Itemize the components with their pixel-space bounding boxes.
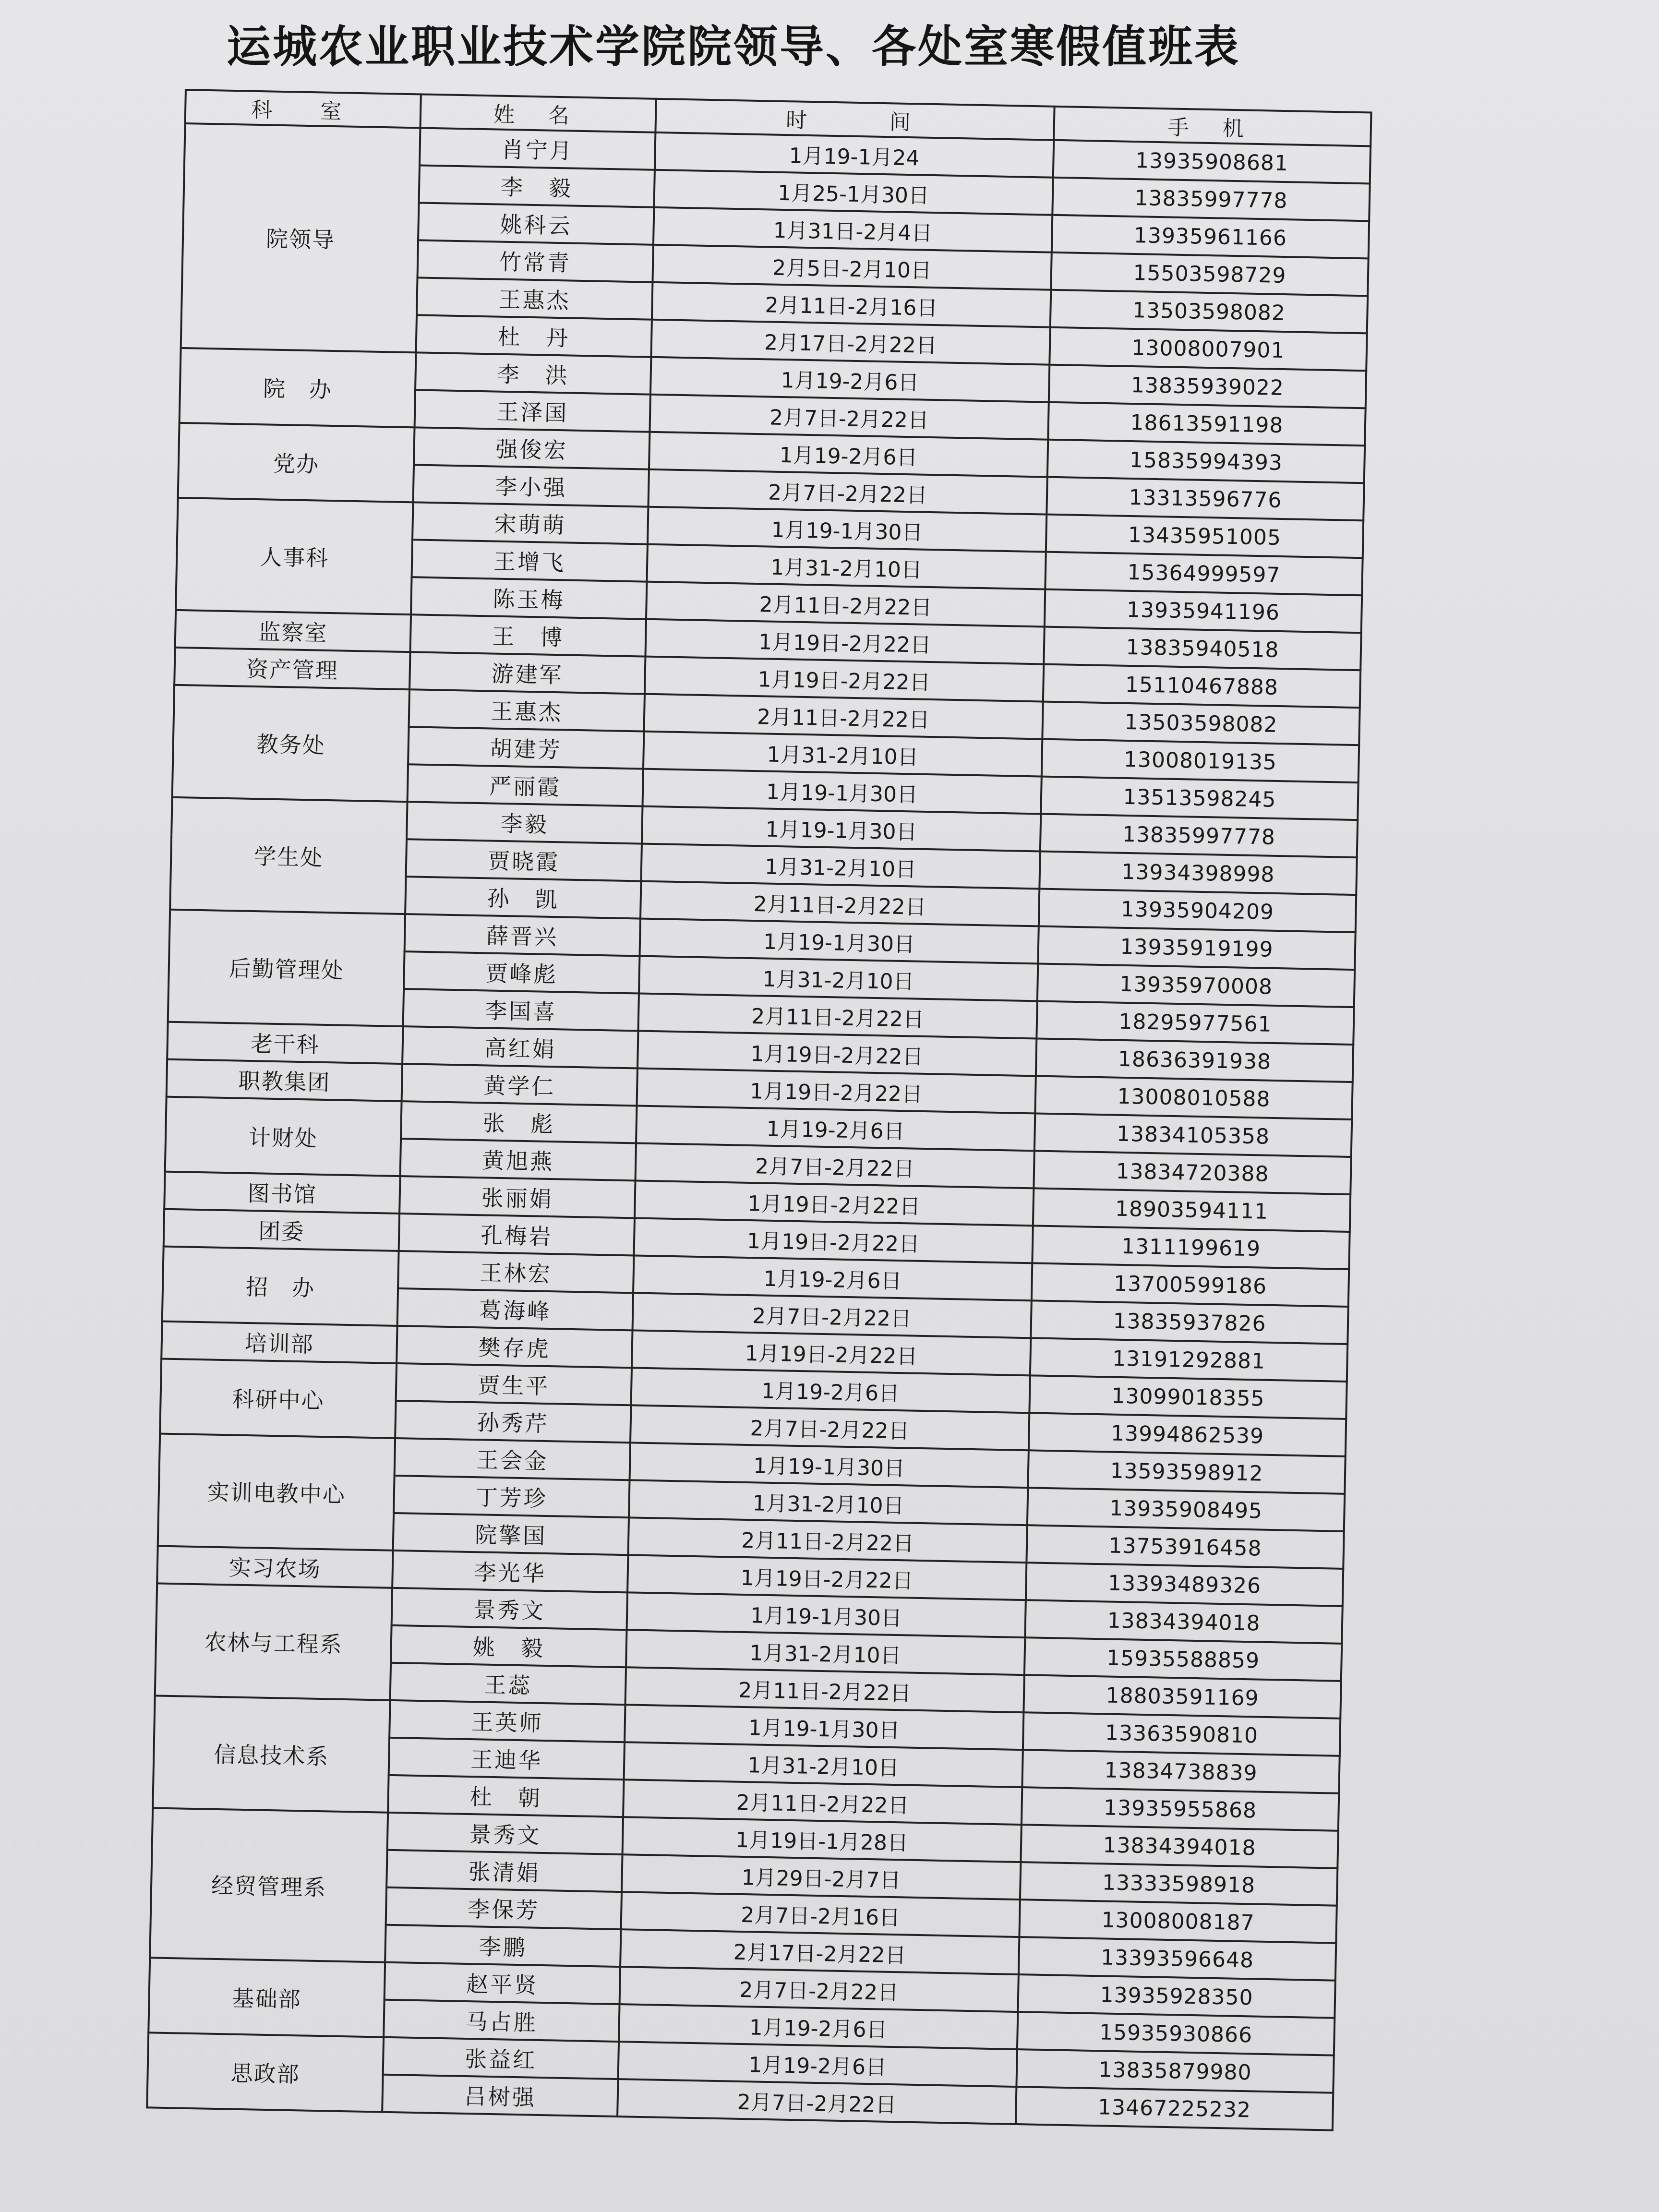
name-cell: 贾晓霞 xyxy=(406,839,642,881)
phone-cell: 15364999597 xyxy=(1045,552,1362,596)
phone-cell: 1311199619 xyxy=(1032,1226,1349,1269)
time-cell: 1月19-1月30日 xyxy=(648,507,1046,552)
phone-cell: 13008007901 xyxy=(1049,327,1367,371)
name-cell: 李 毅 xyxy=(419,165,655,207)
time-cell: 1月31-2月10日 xyxy=(639,956,1038,1001)
name-cell: 陈玉梅 xyxy=(411,577,647,619)
time-cell: 2月7日-2月22日 xyxy=(649,395,1048,440)
phone-cell: 13435951005 xyxy=(1046,515,1363,558)
time-cell: 2月11日-2月22日 xyxy=(638,994,1037,1039)
phone-cell: 13835997778 xyxy=(1052,178,1370,221)
phone-cell: 13333598918 xyxy=(1020,1862,1337,1906)
phone-cell: 13503598082 xyxy=(1042,702,1359,745)
phone-cell: 15503598729 xyxy=(1051,252,1368,296)
phone-cell: 18613591198 xyxy=(1048,402,1365,446)
name-cell: 宋萌萌 xyxy=(412,502,648,544)
name-cell: 游建军 xyxy=(409,652,645,694)
dept-cell: 招 办 xyxy=(162,1247,399,1326)
header-phone: 手 机 xyxy=(1054,107,1371,146)
dept-cell: 后勤管理处 xyxy=(168,910,405,1026)
time-cell: 2月7日-2月22日 xyxy=(633,1293,1032,1338)
name-cell: 孙 凯 xyxy=(405,877,641,918)
phone-cell: 18636391938 xyxy=(1036,1038,1353,1082)
name-cell: 李小强 xyxy=(413,465,649,506)
dept-cell: 信息技术系 xyxy=(153,1695,390,1812)
time-cell: 1月19日-2月22日 xyxy=(634,1218,1033,1263)
time-cell: 1月19-1月30日 xyxy=(627,1592,1026,1637)
time-cell: 1月19-1月24 xyxy=(655,132,1054,178)
name-cell: 贾生平 xyxy=(396,1363,632,1405)
phone-cell: 13834105358 xyxy=(1034,1113,1352,1157)
phone-cell: 13513598245 xyxy=(1041,777,1358,820)
time-cell: 1月19-2月6日 xyxy=(618,2042,1017,2087)
name-cell: 马占胜 xyxy=(384,2000,619,2042)
time-cell: 2月11日-2月22日 xyxy=(644,694,1043,739)
phone-cell: 13835997778 xyxy=(1040,814,1358,858)
name-cell: 王泽国 xyxy=(415,390,650,432)
name-cell: 景秀文 xyxy=(387,1813,623,1854)
phone-cell: 13834738839 xyxy=(1022,1750,1339,1793)
time-cell: 2月7日-2月22日 xyxy=(620,1967,1019,2012)
phone-cell: 13935941196 xyxy=(1045,589,1362,633)
time-cell: 1月19-2月6日 xyxy=(631,1368,1030,1413)
dept-cell: 思政部 xyxy=(147,2032,384,2112)
phone-cell: 15935930866 xyxy=(1017,2012,1334,2056)
time-cell: 1月31-2月10日 xyxy=(629,1480,1028,1525)
dept-cell: 培训部 xyxy=(161,1322,397,1363)
phone-cell: 13099018355 xyxy=(1029,1375,1346,1419)
phone-cell: 13363590810 xyxy=(1023,1712,1340,1756)
phone-cell: 18803591169 xyxy=(1023,1675,1341,1719)
dept-cell: 团委 xyxy=(164,1209,399,1251)
time-cell: 1月19日-2月22日 xyxy=(645,619,1044,664)
header-name: 姓 名 xyxy=(421,94,656,132)
phone-cell: 15935588859 xyxy=(1024,1637,1342,1681)
phone-cell: 13935955868 xyxy=(1022,1787,1339,1831)
name-cell: 李 洪 xyxy=(415,352,651,394)
time-cell: 2月5日-2月10日 xyxy=(652,245,1051,290)
phone-cell: 13935908495 xyxy=(1027,1488,1345,1531)
time-cell: 1月31日-2月4日 xyxy=(653,207,1052,252)
duty-sheet xyxy=(146,89,1372,2131)
phone-cell: 18295977561 xyxy=(1036,1001,1354,1045)
phone-cell: 13313596776 xyxy=(1046,477,1364,521)
name-cell: 姚科云 xyxy=(418,203,654,244)
time-cell: 1月19-1月30日 xyxy=(642,806,1041,852)
phone-cell: 13835939022 xyxy=(1049,365,1366,409)
dept-cell: 实习农场 xyxy=(157,1546,393,1587)
duty-table xyxy=(146,89,1372,2131)
time-cell: 2月7日-2月16日 xyxy=(621,1892,1020,1937)
time-cell: 1月19日-2月22日 xyxy=(627,1555,1026,1600)
phone-cell: 13753916458 xyxy=(1026,1525,1344,1569)
name-cell: 王惠杰 xyxy=(417,277,652,319)
time-cell: 1月19日-2月22日 xyxy=(637,1031,1036,1076)
time-cell: 2月7日-2月22日 xyxy=(636,1143,1034,1188)
phone-cell: 13935908681 xyxy=(1053,140,1370,184)
phone-cell: 13008008187 xyxy=(1019,1899,1336,1943)
name-cell: 李国喜 xyxy=(403,989,639,1031)
name-cell: 李毅 xyxy=(407,802,642,843)
dept-cell: 党办 xyxy=(178,423,415,502)
name-cell: 杜 丹 xyxy=(416,315,652,357)
name-cell: 贾峰彪 xyxy=(404,951,639,993)
name-cell: 王林宏 xyxy=(398,1251,634,1293)
phone-cell: 13393596648 xyxy=(1019,1937,1336,1981)
time-cell: 2月11日-2月22日 xyxy=(625,1667,1024,1712)
time-cell: 2月7日-2月22日 xyxy=(630,1405,1029,1450)
time-cell: 2月17日-2月22日 xyxy=(651,320,1050,365)
dept-cell: 图书馆 xyxy=(164,1172,400,1214)
time-cell: 1月19-2月6日 xyxy=(633,1255,1032,1300)
phone-cell: 13935961166 xyxy=(1052,215,1369,259)
phone-cell: 13393489326 xyxy=(1026,1563,1343,1606)
dept-cell: 教务处 xyxy=(172,685,409,802)
dept-cell: 人事科 xyxy=(176,498,413,614)
dept-cell: 计财处 xyxy=(165,1097,402,1176)
dept-cell: 科研中心 xyxy=(160,1359,397,1438)
time-cell: 2月7日-2月22日 xyxy=(617,2079,1016,2124)
name-cell: 王英师 xyxy=(389,1700,625,1742)
dept-cell: 实训电教中心 xyxy=(158,1434,395,1551)
time-cell: 2月11日-2月22日 xyxy=(640,881,1039,926)
name-cell: 胡建芳 xyxy=(408,727,644,769)
time-cell: 1月19日-2月22日 xyxy=(632,1330,1031,1375)
time-cell: 1月31-2月10日 xyxy=(624,1742,1023,1787)
name-cell: 景秀文 xyxy=(392,1588,627,1630)
dept-cell: 老干科 xyxy=(167,1022,403,1064)
time-cell: 1月31-2月10日 xyxy=(641,844,1040,889)
phone-cell: 13008010588 xyxy=(1035,1076,1352,1119)
dept-cell: 学生处 xyxy=(170,797,407,914)
name-cell: 肖宁月 xyxy=(420,128,655,169)
time-cell: 1月19-2月6日 xyxy=(649,432,1048,477)
time-cell: 1月19日-1月28日 xyxy=(623,1817,1022,1862)
name-cell: 张清娟 xyxy=(386,1850,622,1892)
time-cell: 1月25-1月30日 xyxy=(654,170,1053,215)
phone-cell: 13935928350 xyxy=(1018,1974,1335,2018)
time-cell: 1月31-2月10日 xyxy=(626,1630,1025,1675)
time-cell: 1月19-2月6日 xyxy=(636,1106,1035,1151)
phone-cell: 13935919199 xyxy=(1038,926,1355,970)
phone-cell: 13935970008 xyxy=(1037,963,1355,1007)
name-cell: 竹常青 xyxy=(418,240,653,282)
name-cell: 王惠杰 xyxy=(409,689,645,731)
time-cell: 1月19-1月30日 xyxy=(642,769,1041,814)
name-cell: 李保芳 xyxy=(386,1887,622,1929)
name-cell: 丁芳珍 xyxy=(394,1476,629,1517)
name-cell: 王会金 xyxy=(395,1438,630,1480)
header-time: 时 间 xyxy=(655,99,1054,140)
phone-cell: 18903594111 xyxy=(1033,1188,1350,1232)
time-cell: 1月19-1月30日 xyxy=(630,1443,1029,1488)
time-cell: 1月19-2月6日 xyxy=(650,357,1049,402)
name-cell: 李光华 xyxy=(392,1551,628,1592)
time-cell: 1月31-2月10日 xyxy=(647,544,1046,589)
name-cell: 孙秀芹 xyxy=(395,1401,631,1443)
dept-cell: 基础部 xyxy=(148,1958,385,2037)
phone-cell: 15835994393 xyxy=(1047,440,1365,483)
phone-cell: 13835940518 xyxy=(1044,627,1361,671)
name-cell: 樊存虎 xyxy=(397,1326,632,1368)
time-cell: 1月19-2月6日 xyxy=(619,2004,1018,2049)
phone-cell: 13834394018 xyxy=(1025,1600,1342,1644)
phone-cell: 13467225232 xyxy=(1016,2087,1333,2130)
phone-cell: 13934398998 xyxy=(1039,851,1357,895)
phone-cell: 13008019135 xyxy=(1042,739,1359,783)
phone-cell: 13191292881 xyxy=(1030,1338,1347,1382)
time-cell: 1月19-1月30日 xyxy=(639,919,1038,964)
dept-cell: 经贸管理系 xyxy=(150,1808,388,1962)
phone-cell: 13835879980 xyxy=(1016,2049,1334,2093)
time-cell: 2月11日-2月22日 xyxy=(646,582,1045,627)
name-cell: 黄学仁 xyxy=(402,1064,637,1106)
name-cell: 姚 毅 xyxy=(391,1625,626,1667)
name-cell: 薛晋兴 xyxy=(405,914,640,956)
dept-cell: 资产管理 xyxy=(174,648,410,689)
page-title: 运城农业职业技术学院院领导、各处室寒假值班表 xyxy=(226,21,1240,72)
phone-cell: 13834394018 xyxy=(1021,1825,1338,1868)
name-cell: 张丽娟 xyxy=(399,1176,635,1218)
time-cell: 1月19日-2月22日 xyxy=(637,1068,1036,1113)
time-cell: 2月7日-2月22日 xyxy=(648,469,1047,515)
phone-cell: 13503598082 xyxy=(1050,290,1368,334)
time-cell: 2月11日-2月22日 xyxy=(623,1779,1022,1825)
name-cell: 王 博 xyxy=(410,614,646,656)
name-cell: 院擎国 xyxy=(393,1513,629,1555)
table-body xyxy=(147,123,1370,2130)
time-cell: 1月19日-2月22日 xyxy=(645,657,1044,702)
phone-cell: 13700599186 xyxy=(1032,1263,1349,1307)
phone-cell: 13935904209 xyxy=(1039,889,1356,932)
time-cell: 2月17日-2月22日 xyxy=(620,1929,1019,1974)
name-cell: 王迪华 xyxy=(389,1738,625,1779)
phone-cell: 13835937826 xyxy=(1031,1300,1348,1344)
dept-cell: 院领导 xyxy=(181,123,421,352)
name-cell: 王蕊 xyxy=(390,1663,626,1705)
name-cell: 张 彪 xyxy=(401,1101,637,1143)
name-cell: 葛海峰 xyxy=(397,1288,633,1330)
dept-cell: 监察室 xyxy=(175,610,411,652)
name-cell: 强俊宏 xyxy=(414,427,649,469)
phone-cell: 13994862539 xyxy=(1029,1413,1346,1456)
time-cell: 1月31-2月10日 xyxy=(643,732,1042,777)
header-dept: 科 室 xyxy=(185,90,421,128)
time-cell: 1月29日-2月7日 xyxy=(622,1854,1021,1899)
time-cell: 1月19-1月30日 xyxy=(625,1705,1023,1750)
time-cell: 2月11日-2月16日 xyxy=(652,282,1051,327)
dept-cell: 农林与工程系 xyxy=(155,1583,392,1700)
name-cell: 黄旭燕 xyxy=(400,1139,636,1180)
name-cell: 李鹏 xyxy=(385,1925,621,1967)
name-cell: 王增飞 xyxy=(412,540,648,581)
dept-cell: 职教集团 xyxy=(167,1059,402,1101)
name-cell: 孔梅岩 xyxy=(399,1214,635,1255)
phone-cell: 15110467888 xyxy=(1043,664,1360,708)
name-cell: 高红娟 xyxy=(402,1026,638,1068)
name-cell: 严丽霞 xyxy=(408,764,643,806)
phone-cell: 13834720388 xyxy=(1034,1151,1351,1194)
name-cell: 张益红 xyxy=(383,2037,619,2079)
name-cell: 赵平贤 xyxy=(385,1962,620,2004)
name-cell: 吕树强 xyxy=(382,2075,618,2116)
time-cell: 2月11日-2月22日 xyxy=(628,1517,1027,1563)
name-cell: 杜 朝 xyxy=(388,1775,624,1817)
time-cell: 1月19日-2月22日 xyxy=(635,1180,1034,1226)
phone-cell: 13593598912 xyxy=(1028,1450,1345,1494)
dept-cell: 院 办 xyxy=(180,348,416,427)
